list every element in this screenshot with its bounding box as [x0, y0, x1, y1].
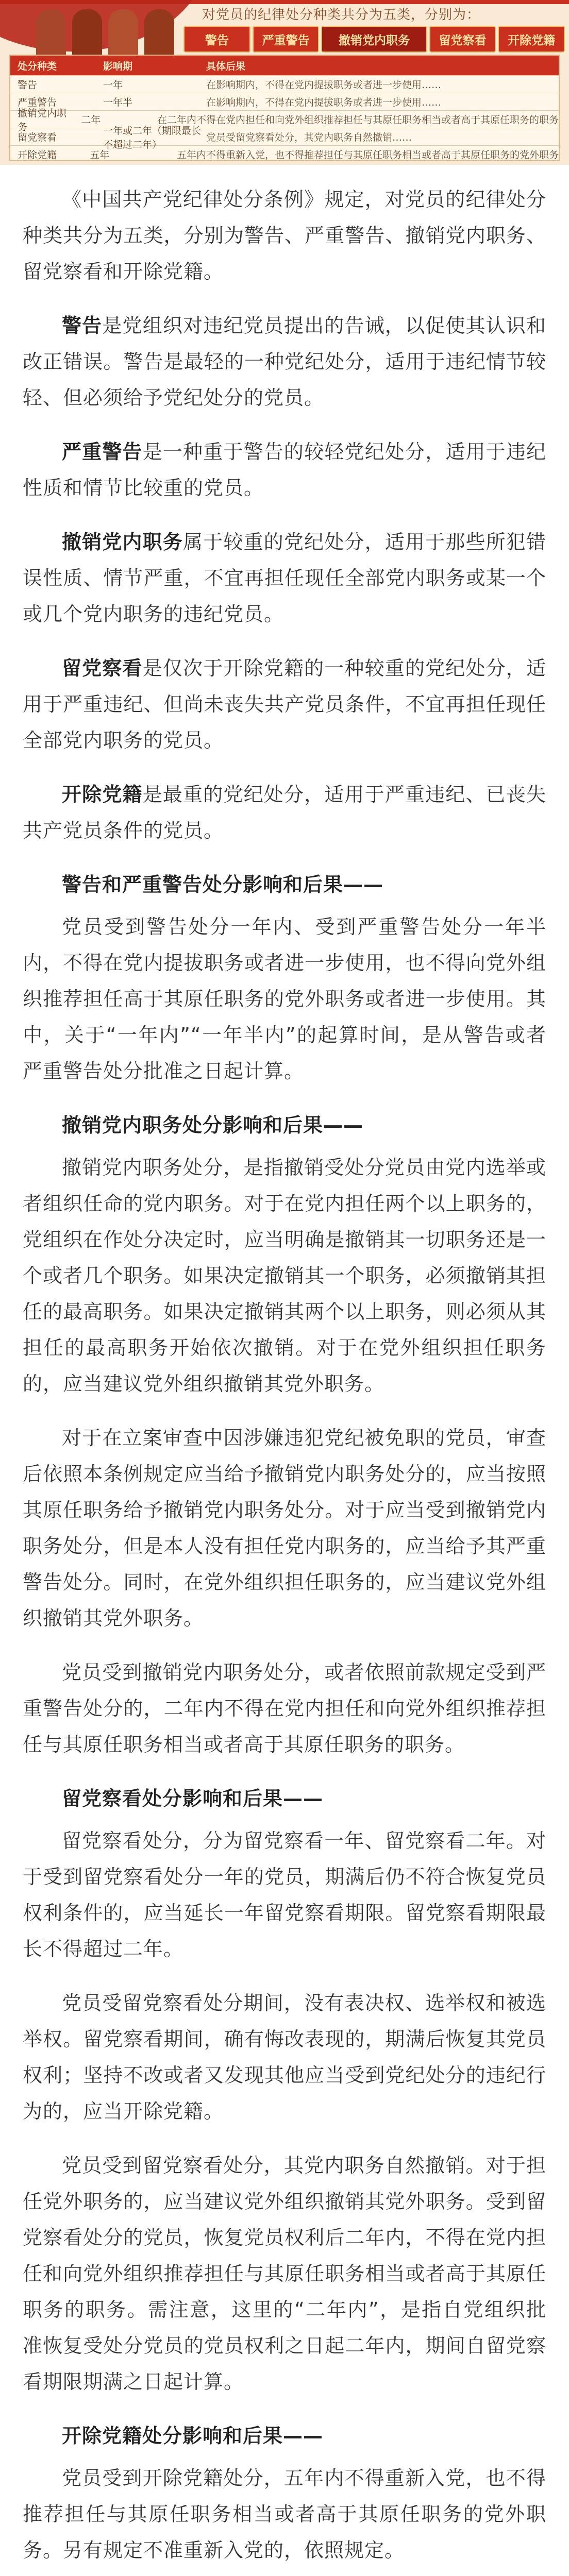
- paragraph-probation: [23, 650, 546, 758]
- banner-lead: 对党员的纪律处分种类共分为五类，分别为：: [202, 7, 481, 23]
- table-cell: 五年: [90, 149, 110, 161]
- table-cell: 撤销党内职务: [18, 107, 67, 133]
- paragraph-remove-post: [23, 524, 546, 632]
- paragraph-text: 是党组织对违纪党员提出的告诫，以促使其认识和改正错误。警告是最轻的一种党纪处分，适用于违纪情节较轻、但必须给予党纪处分的党员。: [23, 314, 546, 409]
- paragraph: 党员受留党察看处分期间，没有表决权、选举权和被选举权。留党察看期间，确有悔改表现的，期满后恢复其党员权利；坚持不改或者又发现其他应当受到党纪处分的违纪行为的，应当开除党籍。: [23, 1992, 546, 2123]
- table-row: [10, 146, 559, 163]
- paragraph-text: 是一种重于警告的较轻党纪处分，适用于违纪性质和情节比较重的党员。: [23, 440, 546, 499]
- tag-serious-warning: 严重警告: [253, 26, 320, 53]
- table-cell: 开除党籍: [18, 149, 57, 161]
- tag-warning: 警告: [183, 26, 250, 53]
- paragraph: 党员受到撤销党内职务处分，或者依照前款规定受到严重警告处分的，二年内不得在党内担任和向党外组织推荐担任与其原任职务相当或者高于其原任职务的职务。: [23, 1661, 546, 1756]
- table-row: [10, 125, 559, 150]
- table-cell: 严重警告: [18, 97, 57, 108]
- punishment-tags: [183, 26, 565, 53]
- paragraph: 党员受到开除党籍处分，五年内不得重新入党，也不得推荐担任与其原任职务相当或者高于其原任职务的党外职务。另有规定不准重新入党的，依照规定。: [23, 2467, 546, 2562]
- section-heading-probation: 留党察看处分影响和后果——: [62, 1787, 324, 1810]
- tag-probation: 留党察看: [429, 26, 496, 53]
- term-probation: 留党察看: [62, 657, 143, 680]
- table-cell: 党员受留党察看处分，其党内职务自然撤销……: [206, 132, 412, 143]
- paragraph: 留党察看处分，分为留党察看一年、留党察看二年。对于受到留党察看处分一年的党员，期满后仍不符合恢复党员权利条件的，应当延长一年留党察看期限。留党察看期限最长不得超过二年。: [23, 1829, 546, 1960]
- table-cell: 一年: [103, 79, 123, 91]
- paragraph-text: 是仅次于开除党籍的一种较重的党纪处分，适用于严重违纪、但尚未丧失共产党员条件，不宜再担任现任全部党内职务的党员。: [23, 657, 546, 752]
- section-heading-warning: 警告和严重警告处分影响和后果——: [62, 873, 384, 896]
- paragraph-expulsion: [23, 776, 546, 849]
- paragraph: 党员受到警告处分一年内、受到严重警告处分一年半内，不得在党内提拔职务或者进一步使用，也不得向党外组织推荐担任高于其原任职务的党外职务或者进一步使用。其中，关于“一年内”“一年半内”的起算时间，是从警告或者严重警告处分批准之日起计算。: [23, 916, 546, 1082]
- red-arc-decoration: [0, 0, 206, 52]
- paragraph-warning: [23, 308, 546, 416]
- paragraph-serious-warning: [23, 434, 546, 506]
- paragraph: 对于在立案审查中因涉嫌违犯党纪被免职的党员，审查后依照本条例规定应当给予撤销党内职务处分的，应当按照其原任职务给予撤销党内职务处分。对于应当受到撤销党内职务处分，但是本人没有担任党内职务的，应当给予其严重警告处分。同时，在党外组织担任职务的，应当建议党外组织撤销其党外职务。: [23, 1427, 546, 1630]
- table-cell: 二年: [81, 114, 101, 126]
- punishment-table: [9, 55, 560, 161]
- term-expulsion: 开除党籍: [62, 783, 143, 806]
- header-cell: 处分种类: [18, 60, 57, 72]
- header-cell: 具体后果: [206, 60, 246, 72]
- intro-paragraph: 《中国共产党纪律处分条例》规定，对党员的纪律处分种类共分为五类，分别为警告、严重警告、撤销党内职务、留党察看和开除党籍。: [23, 188, 546, 283]
- term-remove-post: 撤销党内职务: [62, 531, 183, 553]
- table-row: [10, 76, 559, 93]
- table-row: [10, 93, 559, 111]
- table-cell: 警告: [18, 79, 38, 91]
- table-cell: 留党察看: [18, 132, 57, 143]
- article-body: [23, 181, 546, 2576]
- section-heading-expulsion: 开除党籍处分影响和后果——: [62, 2425, 324, 2447]
- table-cell: 一年半: [103, 97, 133, 108]
- term-warning: 警告: [62, 314, 103, 337]
- table-cell: 在二年内不得在党内担任和向党外组织推荐担任与其原任职务相当或者高于其原任职务的职务: [157, 114, 559, 126]
- section-heading-remove-post: 撤销党内职务处分影响和后果——: [62, 1114, 364, 1137]
- tag-expulsion: 开除党籍: [498, 26, 565, 53]
- header-cell: 影响期: [103, 60, 133, 72]
- table-cell: 在影响期内，不得在党内提拔职务或者进一步使用……: [206, 79, 442, 91]
- table-header: [10, 56, 559, 76]
- tag-remove-post: 撤销党内职务: [321, 26, 427, 53]
- term-serious-warning: 严重警告: [62, 440, 143, 463]
- paragraph: 党员受到留党察看处分，其党内职务自然撤销。对于担任党外职务的，应当建议党外组织撤销其党外职务。受到留党察看处分的党员，恢复党员权利后二年内，不得在党内担任和向党外组织推荐担任与其原任职务相当或者高于其原任职务的职务。需注意，这里的“二年内”，是指自党组织批准恢复受处分党员的党员权利之日起二年内，期间自留党察看期限期满之日起计算。: [23, 2154, 546, 2393]
- paragraph: 撤销党内职务处分，是指撤销受处分党员由党内选举或者组织任命的党内职务。对于在党内担任两个以上职务的，党组织在作处分决定时，应当明确是撤销其一切职务还是一个或者几个职务。如果决定撤销其一个职务，必须撤销其担任的最高职务。如果决定撤销其两个以上职务，则必须从其担任的最高职务开始依次撤销。对于在党外组织担任职务的，应当建议党外组织撤销其党外职务。: [23, 1156, 546, 1395]
- table-row: [10, 107, 559, 133]
- paragraph-text: 是最重的党纪处分，适用于严重违纪、已丧失共产党员条件的党员。: [23, 783, 546, 842]
- table-cell: 在影响期内，不得在党内提拔职务或者进一步使用……: [206, 97, 442, 108]
- paragraph-text: 属于较重的党纪处分，适用于那些所犯错误性质、情节严重，不宜再担任现任全部党内职务或某一个或几个党内职务的违纪党员。: [23, 531, 546, 625]
- header-graphic: [0, 0, 569, 165]
- table-cell: 一年或二年（期限最长不超过二年）: [103, 125, 202, 150]
- table-cell: 五年内不得重新入党，也不得推荐担任与其原任职务相当或者高于其原任职务的党外职务: [176, 149, 559, 161]
